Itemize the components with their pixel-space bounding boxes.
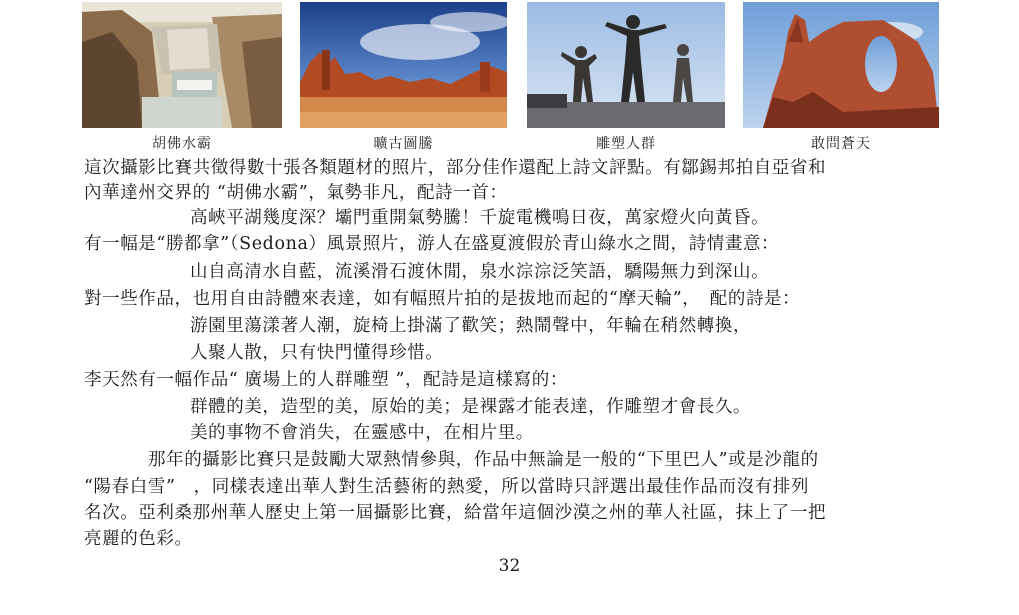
body-line: 有一幅是“勝都拿”（Sedona）風景照片，游人在盛夏渡假於青山綠水之間，詩情畫意：: [84, 234, 780, 254]
body-line: 李天然有一幅作品“ 廣場上的人群雕塑 ”，配詩是這樣寫的：: [84, 370, 568, 390]
poem-line: 山自高清水自藍，流溪滑石渡休閒，泉水淙淙泛笑語，驕陽無力到深山。: [190, 262, 770, 282]
red-rock-pinnacles-photo: [300, 2, 507, 128]
photo-caption-3: 雕塑人群: [596, 136, 656, 152]
photo-caption-2: 曠古圖騰: [373, 136, 434, 152]
paragraph-line: 亮麗的色彩。: [84, 529, 193, 549]
paragraph-line: “陽春白雪” ，同樣表達出華人對生活藝術的熱愛，所以當時只評選出最佳作品而沒有排列: [84, 477, 809, 497]
sculpture-group-photo: [527, 2, 725, 128]
poem-line: 人聚人散，只有快門懂得珍惜。: [190, 343, 444, 363]
dam-photo: [82, 2, 282, 128]
poem-line: 美的事物不會消失，在靈感中，在相片里。: [190, 423, 534, 443]
poem-line: 群體的美，造型的美，原始的美；是裸露才能表達，作雕塑才會長久。: [190, 397, 752, 417]
photo-caption-1: 胡佛水霸: [152, 136, 212, 152]
rock-arch-photo: [743, 2, 939, 128]
paragraph-line: 名次。亞利桑那州華人歷史上第一屆攝影比賽，給當年這個沙漠之州的華人社區，抹上了一把: [84, 503, 827, 523]
poem-line: 高峽平湖幾度深？壩門重開氣勢騰！千旋電機鳴日夜，萬家燈火向黃昏。: [190, 208, 770, 228]
paragraph-line: 那年的攝影比賽只是鼓勵大眾熱情參與，作品中無論是一般的“下里巴人”或是沙龍的: [148, 450, 819, 470]
photo-caption-4: 敢問蒼天: [811, 136, 871, 152]
body-line: 內華達州交界的 “胡佛水霸”，氣勢非凡，配詩一首：: [84, 183, 508, 203]
body-line: 這次攝影比賽共徵得數十張各類題材的照片，部分佳作還配上詩文評點。有鄒錫邦拍自亞省和: [84, 158, 827, 178]
page-number: 32: [498, 556, 521, 576]
body-line: 對一些作品，也用自由詩體來表達，如有幅照片拍的是拔地而起的“摩天輪”， 配的詩是：: [84, 289, 801, 309]
poem-line: 游園里蕩漾著人潮，旋椅上掛滿了歡笑；熱鬧聲中，年輪在稍然轉換，: [190, 316, 752, 336]
